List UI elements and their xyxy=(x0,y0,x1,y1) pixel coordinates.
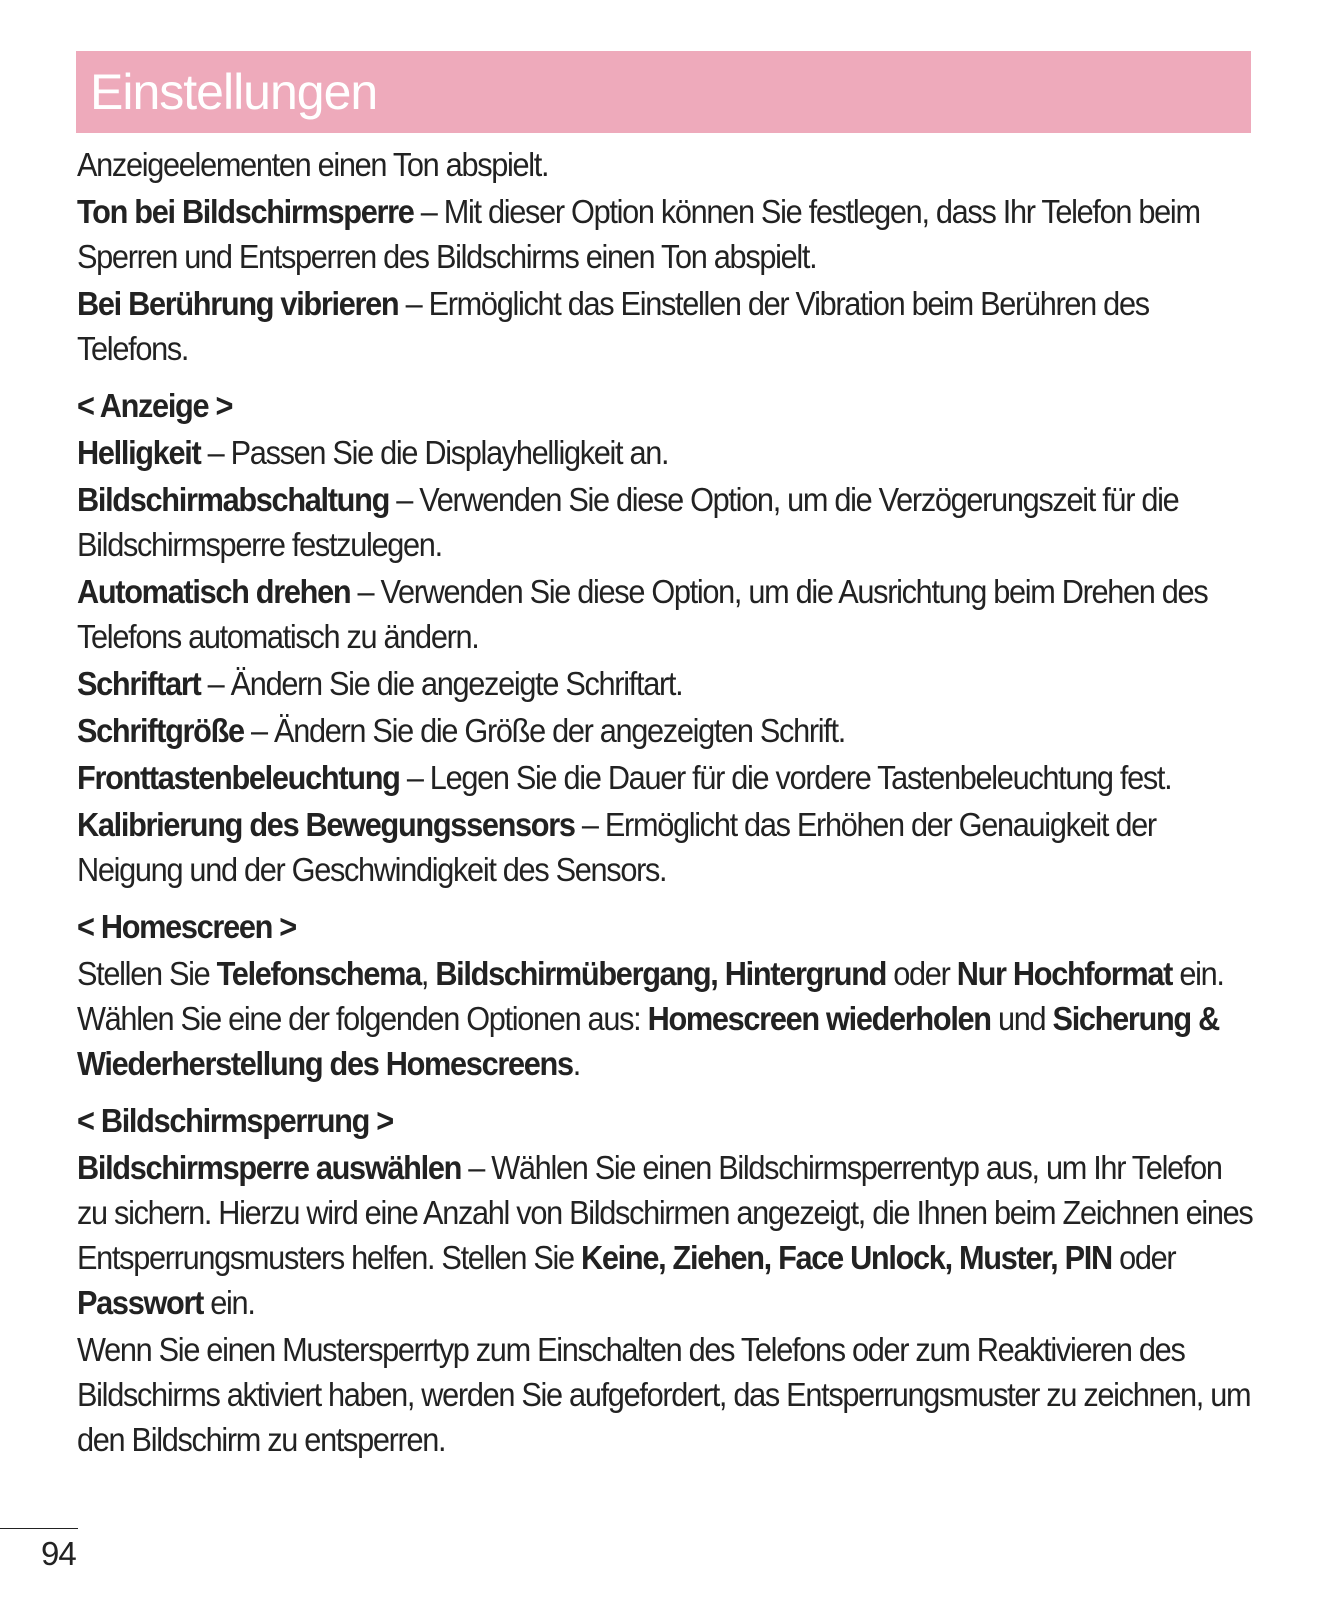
paragraph-select-screen-lock xyxy=(77,1145,1256,1325)
term-auto-rotate: Automatisch drehen xyxy=(77,573,351,610)
term-homescreen-backup: Sicherung & Wiederherstellung des Homescreens xyxy=(77,1000,1219,1082)
paragraph-text: Anzeigeelementen einen Ton abspielt. xyxy=(77,146,549,183)
term-homescreen-loop: Homescreen wiederholen xyxy=(647,1000,991,1037)
term-touch-vibration: Bei Berührung vibrieren xyxy=(77,285,399,322)
desc-lock-sound: – Mit dieser Option können Sie festlegen, dass Ihr Telefon beim Sperren und Entsperren des Bildschirms einen Ton abspielt. xyxy=(77,193,1200,275)
text-run: ein. Wählen Sie eine der folgenden Optionen aus: xyxy=(77,955,1224,1037)
term-password: Passwort xyxy=(77,1284,204,1321)
desc-touch-vibration: – Ermöglicht das Einstellen der Vibration beim Berühren des Telefons. xyxy=(77,285,1149,367)
paragraph-screen-timeout xyxy=(77,477,1256,567)
paragraph-continuation xyxy=(77,142,1256,187)
paragraph-front-key-light xyxy=(77,755,1256,800)
subsection-heading-screen-lock: < Bildschirmsperrung > xyxy=(77,1102,393,1139)
term-front-key-light: Fronttastenbeleuchtung xyxy=(77,759,400,796)
subsection-heading-homescreen: < Homescreen > xyxy=(77,908,296,945)
desc-font-size: – Ändern Sie die Größe der angezeigten Schrift. xyxy=(243,712,845,749)
text-run: oder xyxy=(1111,1239,1176,1276)
page-number: 94 xyxy=(41,1535,76,1572)
term-theme: Telefonschema xyxy=(216,955,421,992)
paragraph-text: Wenn Sie einen Mustersperrtyp zum Einschalten des Telefons oder zum Reaktivieren des Bildschirms aktiviert haben, werden Sie aufgefordert, das Entsperrungsmuster zu zeichnen, um den Bildschirm zu entsperren. xyxy=(77,1331,1251,1458)
footer-rule xyxy=(0,1528,78,1529)
paragraph-font-type xyxy=(77,661,1256,706)
desc-screen-timeout: – Verwenden Sie diese Option, um die Verzögerungszeit für die Bildschirmsperre festzulegen. xyxy=(77,481,1179,563)
text-run: ein. xyxy=(203,1284,255,1321)
paragraph-auto-rotate xyxy=(77,569,1256,659)
desc-font-type: – Ändern Sie die angezeigte Schriftart. xyxy=(200,665,683,702)
paragraph-motion-sensor xyxy=(77,802,1256,892)
desc-motion-sensor: – Ermöglicht das Erhöhen der Genauigkeit der Neigung und der Geschwindigkeit des Sensors. xyxy=(77,806,1156,888)
text-run: und xyxy=(990,1000,1053,1037)
text-run: – Wählen Sie einen Bildschirmsperrentyp aus, um Ihr Telefon zu sichern. Hierzu wird eine Anzahl von Bildschirmen angezeigt, die Ihnen beim Zeichnen eines Entsperrungsmusters helfen. Stellen Sie xyxy=(77,1149,1253,1276)
text-run: . xyxy=(572,1045,580,1082)
term-screen-timeout: Bildschirmabschaltung xyxy=(77,481,390,518)
term-portrait-only: Nur Hochformat xyxy=(956,955,1173,992)
text-run: oder xyxy=(886,955,957,992)
paragraph-touch-vibration xyxy=(77,281,1256,371)
subsection-heading-display: < Anzeige > xyxy=(77,387,233,424)
term-select-screen-lock: Bildschirmsperre auswählen xyxy=(77,1149,462,1186)
term-brightness: Helligkeit xyxy=(77,434,201,471)
paragraph-brightness xyxy=(77,430,1256,475)
term-transition-wallpaper: Bildschirmübergang, Hintergrund xyxy=(435,955,887,992)
term-font-size: Schriftgröße xyxy=(77,712,244,749)
term-lock-options: Keine, Ziehen, Face Unlock, Muster, PIN xyxy=(581,1239,1112,1276)
manual-body xyxy=(77,142,1256,1464)
text-run: , xyxy=(420,955,436,992)
paragraph-homescreen xyxy=(77,951,1256,1086)
term-lock-sound: Ton bei Bildschirmsperre xyxy=(77,193,414,230)
desc-auto-rotate: – Verwenden Sie diese Option, um die Ausrichtung beim Drehen des Telefons automatisch zu ändern. xyxy=(77,573,1208,655)
section-title: Einstellungen xyxy=(90,64,378,120)
term-font-type: Schriftart xyxy=(77,665,201,702)
paragraph-pattern-lock xyxy=(77,1327,1256,1462)
desc-front-key-light: – Legen Sie die Dauer für die vordere Tastenbeleuchtung fest. xyxy=(399,759,1172,796)
term-motion-sensor: Kalibrierung des Bewegungssensors xyxy=(77,806,575,843)
section-header-bar xyxy=(76,51,1251,133)
desc-brightness: – Passen Sie die Displayhelligkeit an. xyxy=(200,434,669,471)
paragraph-lock-sound xyxy=(77,189,1256,279)
text-run: Stellen Sie xyxy=(77,955,217,992)
paragraph-font-size xyxy=(77,708,1256,753)
